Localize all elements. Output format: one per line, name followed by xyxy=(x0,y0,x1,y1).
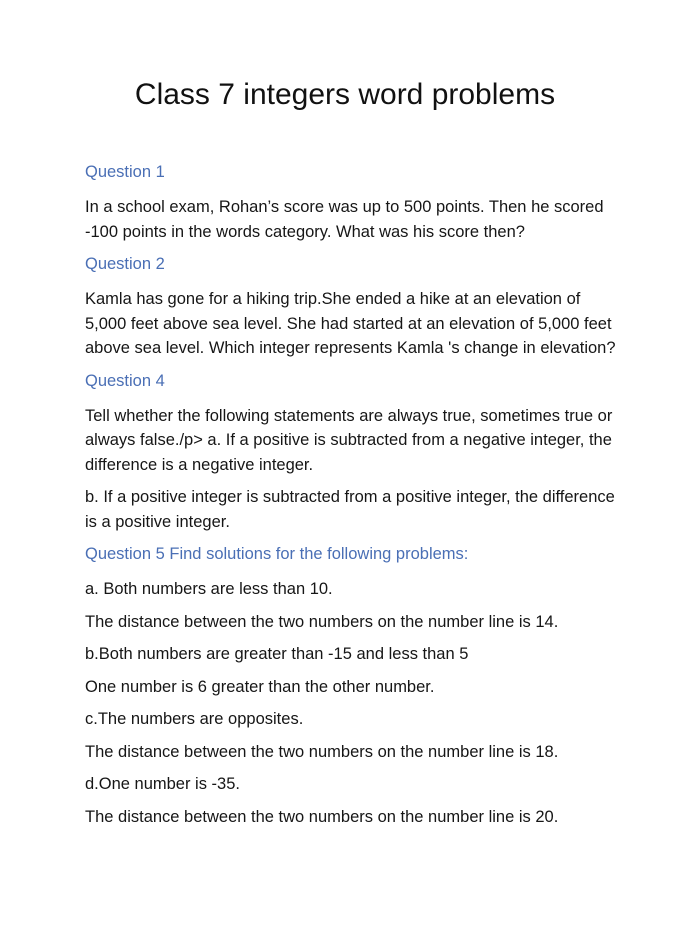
question-5-item-d-detail: The distance between the two numbers on the number line is 20. xyxy=(85,807,559,826)
question-4-section xyxy=(85,369,625,535)
question-5-item-a-detail: The distance between the two numbers on the number line is 14. xyxy=(85,612,559,631)
question-2-section xyxy=(85,252,625,361)
question-1-text: In a school exam, Rohan’s score was up to 500 points. Then he scored -100 points in the words category. What was his score then? xyxy=(85,198,604,241)
question-1-section xyxy=(85,160,625,244)
question-5-item-a: a. Both numbers are less than 10. xyxy=(85,580,333,598)
question-2-text: Kamla has gone for a hiking trip.She ended a hike at an elevation of 5,000 feet above sea level. She had started at an elevation of 5,000 feet above sea level. Which integer represents Kamla 's change in elevation? xyxy=(85,290,616,357)
question-4-text-a: Tell whether the following statements are always true, sometimes true or always false./p> a. If a positive is subtracted from a negative integer, the difference is a negative integer. xyxy=(85,406,613,474)
question-5-item-b: b.Both numbers are greater than -15 and less than 5 xyxy=(85,645,469,663)
question-5-item-c-detail: The distance between the two numbers on the number line is 18. xyxy=(85,742,559,761)
question-5-item-c: c.The numbers are opposites. xyxy=(85,710,304,728)
question-1-heading: Question 1 xyxy=(85,163,165,181)
document-body xyxy=(85,160,625,837)
question-2-heading: Question 2 xyxy=(85,255,165,273)
question-4-heading: Question 4 xyxy=(85,371,165,390)
question-5-section xyxy=(85,542,625,829)
question-5-heading: Question 5 Find solutions for the following problems: xyxy=(85,545,469,563)
question-4-text-b: b. If a positive integer is subtracted from a positive integer, the difference is a positive integer. xyxy=(85,488,615,531)
question-5-item-d: d.One number is -35. xyxy=(85,775,240,793)
question-5-item-b-detail: One number is 6 greater than the other number. xyxy=(85,677,435,696)
document-title: Class 7 integers word problems xyxy=(134,78,556,111)
